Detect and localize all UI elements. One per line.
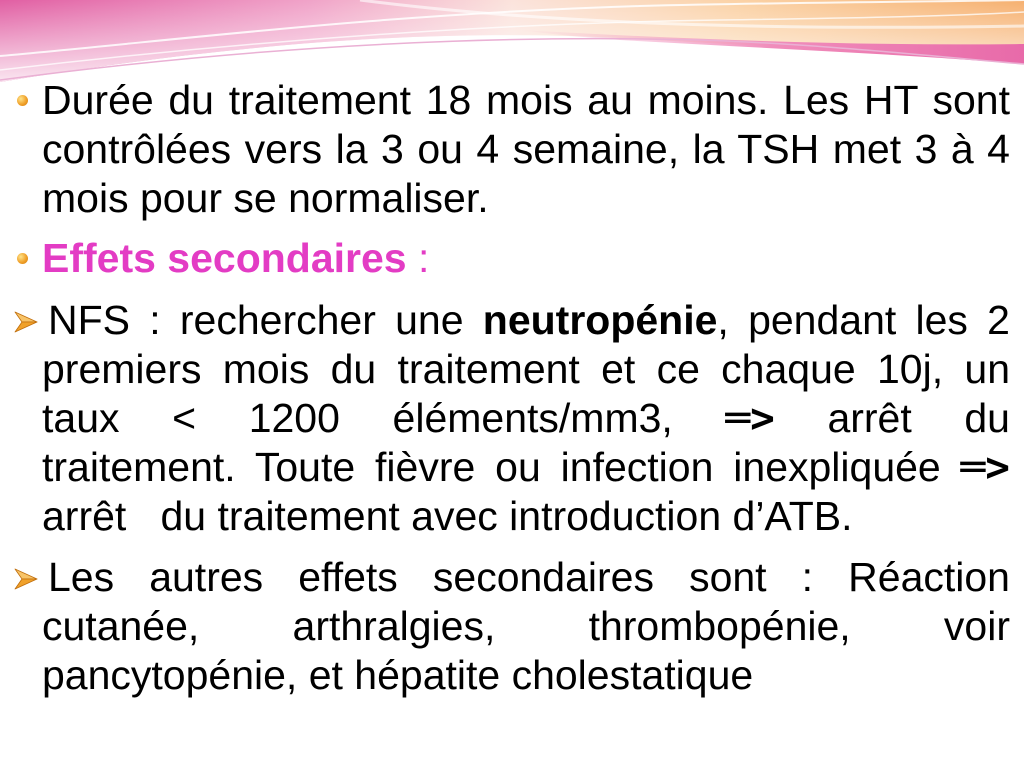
arrowhead-bullet-icon (14, 568, 38, 590)
implies-arrow-icon: ═> (725, 394, 775, 442)
bullet-text-line (42, 345, 1010, 394)
bullet-item-nfs (0, 296, 1024, 541)
bullet-item-side-effects-heading (0, 234, 1024, 283)
bullet-text-line: Les autres effets secondaires sont : Réaction (48, 554, 1010, 600)
line-text: traitement. Toute fièvre ou infection inexpliquée (42, 444, 961, 490)
line-text: , pendant les 2 (717, 297, 1010, 343)
bullet-text-line (48, 296, 1010, 345)
arrowhead-bullet-icon (14, 311, 38, 333)
bullet-text-line: cutanée, arthralgies, thrombopénie, voir (42, 603, 1010, 649)
slide-body (0, 76, 1024, 700)
line-text: premiers mois du traitement et ce chaque 10j, un (42, 346, 1010, 392)
bullet-text-line (42, 492, 1010, 541)
bullet-item-other-side-effects (0, 553, 1024, 700)
line-text: NFS : rechercher une (48, 297, 483, 343)
dot-bullet-icon (17, 95, 28, 106)
bullet-text-line: Durée du traitement 18 mois au moins. Les HT sont (42, 77, 1010, 123)
bullet-text-line: mois pour se normaliser. (42, 175, 489, 221)
line-text: arrêt du (774, 395, 1010, 441)
emphasized-term: neutropénie (482, 297, 718, 343)
bullet-text-line (42, 394, 1010, 443)
section-heading-colon: : (406, 235, 430, 281)
section-heading (42, 234, 1010, 283)
line-text: arrêt du traitement avec introduction d’ATB. (42, 493, 853, 539)
bullet-text-line (42, 443, 1010, 492)
line-text: taux < 1200 éléments/mm3, (42, 395, 726, 441)
bullet-item-treatment-duration (0, 76, 1024, 223)
bullet-text-line: contrôlées vers la 3 ou 4 semaine, la TSH met 3 à 4 (42, 126, 1010, 172)
section-heading-text: Effets secondaires (42, 235, 407, 281)
dot-bullet-icon (17, 253, 28, 264)
bullet-text-line: pancytopénie, et hépatite cholestatique (42, 652, 754, 698)
implies-arrow-icon: ═> (960, 443, 1010, 491)
